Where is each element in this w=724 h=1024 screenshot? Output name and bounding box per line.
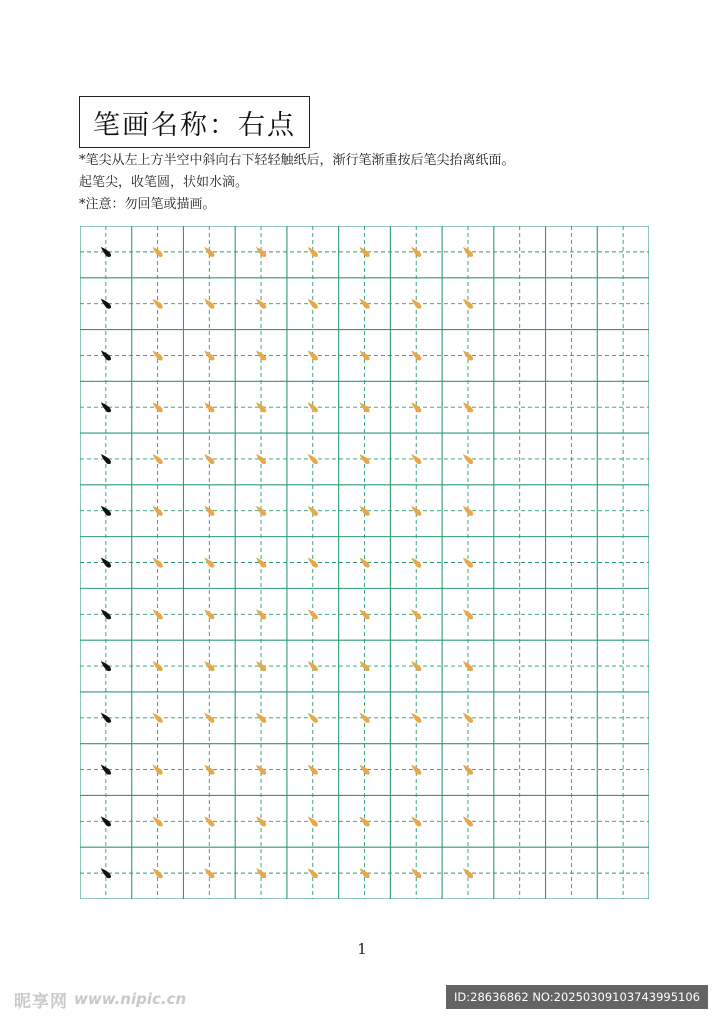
stroke-title: 笔画名称：右点	[93, 109, 296, 141]
trace-stroke-right-dot	[463, 609, 473, 619]
trace-stroke-right-dot	[204, 350, 214, 360]
trace-stroke-right-dot	[204, 868, 214, 878]
stroke-title-box	[79, 96, 310, 148]
trace-stroke-right-dot	[308, 609, 318, 619]
trace-stroke-right-dot	[463, 868, 473, 878]
instruction-line-2: 起笔尖，收笔圆，状如水滴。	[79, 175, 249, 190]
instruction-line-1: *笔尖从左上方半空中斜向右下轻轻触纸后，渐行笔渐重按后笔尖抬离纸面。	[79, 153, 515, 168]
watermark-logo	[14, 988, 186, 1010]
trace-stroke-right-dot	[204, 609, 214, 619]
trace-stroke-right-dot	[153, 299, 163, 309]
trace-stroke-right-dot	[153, 609, 163, 619]
instruction-line-3: *注意：勿回笔或描画。	[79, 197, 216, 212]
trace-stroke-right-dot	[463, 350, 473, 360]
page-number: 1	[357, 940, 367, 958]
watermark-url: www.nipic.cn	[74, 990, 187, 1008]
trace-stroke-right-dot	[308, 350, 318, 360]
watermark-id-text: ID:28636862 NO:20250309103743995106	[454, 990, 700, 1004]
trace-stroke-right-dot	[463, 713, 473, 723]
trace-stroke-right-dot	[204, 558, 214, 568]
trace-stroke-right-dot	[153, 558, 163, 568]
trace-stroke-right-dot	[463, 454, 473, 464]
trace-stroke-right-dot	[204, 299, 214, 309]
instruction-notes	[79, 150, 679, 216]
trace-stroke-right-dot	[308, 454, 318, 464]
trace-stroke-right-dot	[153, 868, 163, 878]
watermark-id-bar	[446, 985, 708, 1009]
trace-stroke-right-dot	[204, 713, 214, 723]
watermark-brand: 昵享网	[14, 991, 68, 1012]
trace-stroke-right-dot	[308, 299, 318, 309]
trace-stroke-right-dot	[463, 299, 473, 309]
trace-stroke-right-dot	[153, 713, 163, 723]
trace-stroke-right-dot	[204, 454, 214, 464]
trace-stroke-right-dot	[153, 350, 163, 360]
practice-grid	[80, 226, 649, 899]
trace-stroke-right-dot	[308, 868, 318, 878]
trace-stroke-right-dot	[463, 558, 473, 568]
trace-stroke-right-dot	[153, 454, 163, 464]
trace-stroke-right-dot	[308, 558, 318, 568]
trace-stroke-right-dot	[308, 713, 318, 723]
